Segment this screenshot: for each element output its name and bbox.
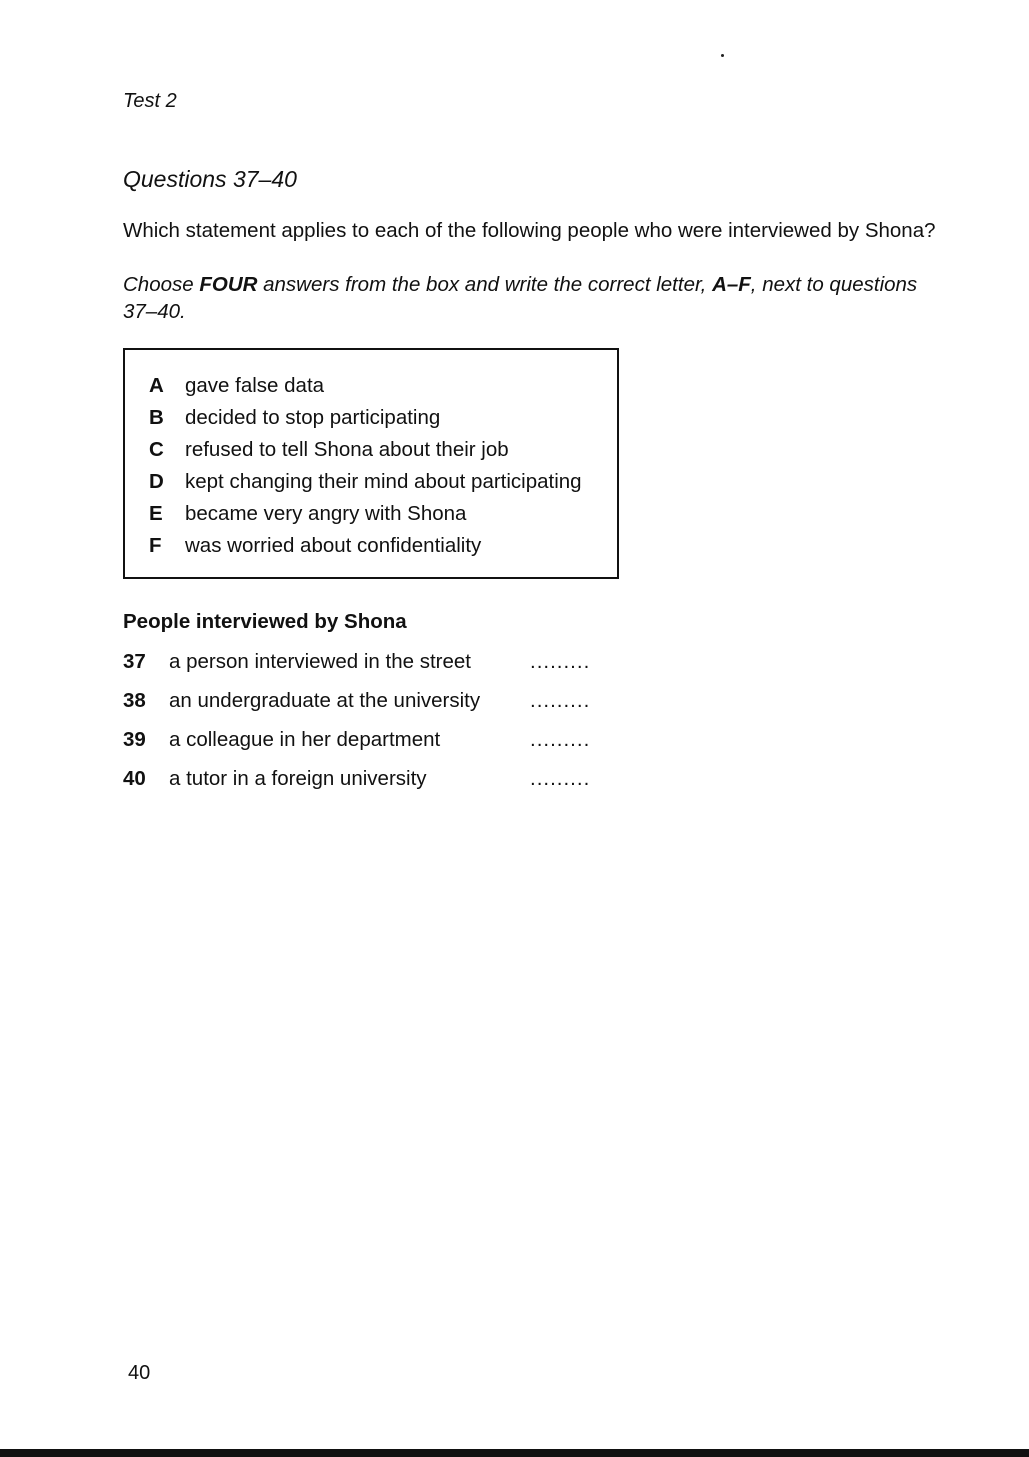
instructions-part-3: , next to questions 37–40.	[123, 273, 918, 323]
page-number: 40	[128, 1362, 151, 1384]
section-title: Questions 37–40	[123, 166, 297, 192]
scan-edge	[0, 1449, 1029, 1457]
option-item	[149, 470, 582, 494]
option-letter: D	[149, 470, 164, 493]
option-text: kept changing their mind about participating	[185, 470, 582, 493]
option-item	[149, 406, 440, 430]
answer-blank[interactable]: .........	[530, 650, 591, 673]
option-item	[149, 374, 324, 398]
question-number: 38	[123, 689, 146, 712]
option-text: refused to tell Shona about their job	[185, 438, 509, 461]
question-text: Which statement applies to each of the following people who were interviewed by Shona?	[123, 219, 936, 242]
option-letter: E	[149, 502, 163, 525]
instructions	[123, 271, 943, 325]
question-row	[123, 728, 603, 752]
answer-blank[interactable]: .........	[530, 728, 591, 751]
instructions-part-1: Choose	[123, 273, 200, 296]
question-number: 40	[123, 767, 146, 790]
instructions-part-2: answers from the box and write the correct letter,	[257, 273, 713, 296]
running-header: Test 2	[123, 90, 177, 112]
answer-blank[interactable]: .........	[530, 689, 591, 712]
question-prompt: a colleague in her department	[169, 728, 441, 751]
option-text: gave false data	[185, 374, 325, 397]
option-text: was worried about confidentiality	[185, 534, 482, 557]
question-row	[123, 650, 603, 674]
option-letter: A	[149, 374, 164, 397]
option-item	[149, 502, 466, 526]
answer-blank[interactable]: .........	[530, 767, 591, 790]
question-prompt: a person interviewed in the street	[169, 650, 471, 673]
question-row	[123, 767, 603, 791]
option-letter: C	[149, 438, 164, 461]
option-letter: F	[149, 534, 162, 557]
option-letter: B	[149, 406, 164, 429]
question-row	[123, 689, 603, 713]
option-text: became very angry with Shona	[185, 502, 467, 525]
options-box	[123, 348, 619, 579]
instructions-emphasis-count: FOUR	[199, 273, 258, 296]
option-item	[149, 438, 509, 462]
question-number: 37	[123, 650, 146, 673]
scan-speck	[721, 54, 724, 57]
people-heading: People interviewed by Shona	[123, 610, 407, 633]
question-number: 39	[123, 728, 146, 751]
option-text: decided to stop participating	[185, 406, 441, 429]
instructions-emphasis-range: A–F	[712, 273, 751, 296]
option-item	[149, 534, 481, 558]
question-prompt: a tutor in a foreign university	[169, 767, 427, 790]
question-prompt: an undergraduate at the university	[169, 689, 481, 712]
